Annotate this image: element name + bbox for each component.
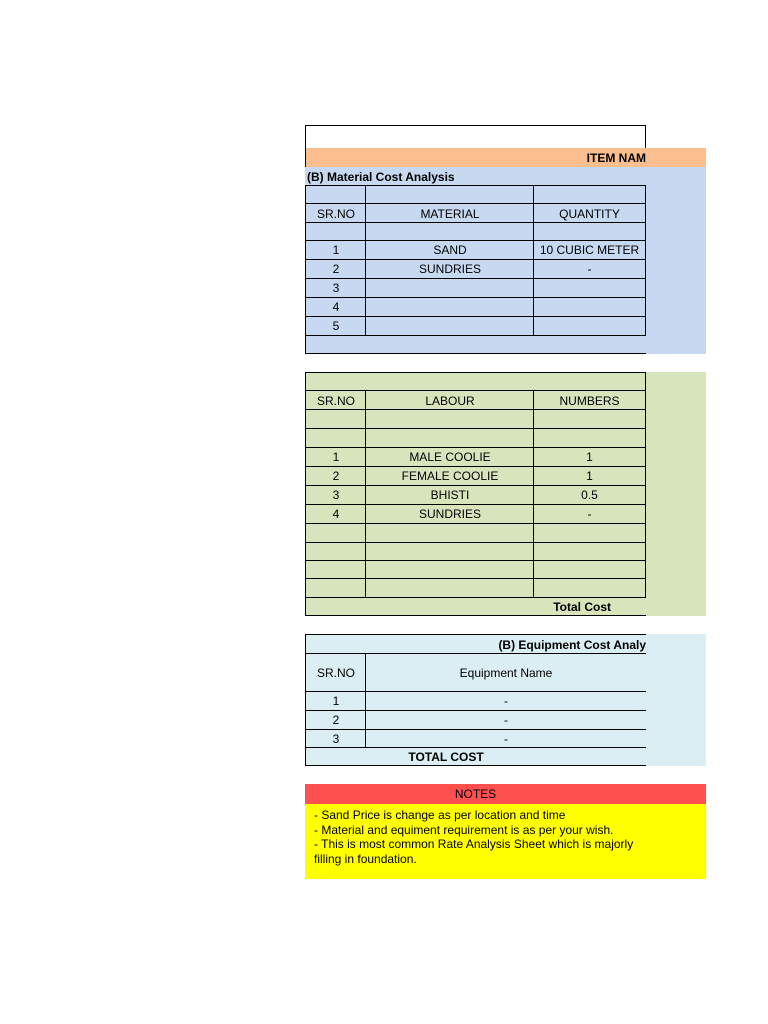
equipment-row-3-sr: 3 — [305, 729, 366, 748]
material-row-2-material: SUNDRIES — [365, 259, 534, 278]
note-line-4: filling in foundation. — [314, 851, 417, 866]
equipment-total-row: TOTAL COST — [305, 747, 646, 766]
labour-row-1-numbers: 1 — [533, 447, 646, 466]
material-row-5-quantity — [533, 316, 646, 336]
labour-blank-labour-3 — [365, 523, 534, 542]
labour-row-2-sr: 2 — [305, 466, 366, 485]
labour-blank-sr-4 — [305, 542, 366, 561]
material-row-4-quantity — [533, 297, 646, 316]
material-header-quantity: QUANTITY — [533, 203, 646, 223]
material-row-3-material — [365, 278, 534, 297]
material-blank2-quantity — [533, 222, 646, 241]
labour-row-4-labour: SUNDRIES — [365, 504, 534, 523]
labour-blank-labour-4 — [365, 542, 534, 561]
labour-row-1-sr: 1 — [305, 447, 366, 466]
labour-header-numbers: NUMBERS — [533, 390, 646, 410]
labour-blank-numbers-2 — [533, 428, 646, 447]
labour-row-3-labour: BHISTI — [365, 485, 534, 504]
equipment-title: (B) Equipment Cost Analy — [305, 634, 646, 654]
note-line-1: - Sand Price is change as per location and time — [314, 808, 566, 822]
material-row-4-sr: 4 — [305, 297, 366, 316]
item-name-header: ITEM NAM — [305, 148, 706, 167]
material-blank-material — [365, 185, 534, 204]
labour-blank-numbers-5 — [533, 560, 646, 579]
labour-row-2-numbers: 1 — [533, 466, 646, 485]
labour-blank-numbers-6 — [533, 578, 646, 598]
labour-row-4-sr: 4 — [305, 504, 366, 523]
material-row-2-sr: 2 — [305, 259, 366, 278]
material-row-3-sr: 3 — [305, 278, 366, 297]
labour-blank-top — [305, 372, 646, 391]
labour-blank-labour-5 — [365, 560, 534, 579]
equipment-row-1-name: - — [365, 691, 646, 710]
labour-blank-sr-2 — [305, 428, 366, 447]
equipment-row-2-sr: 2 — [305, 710, 366, 729]
note-line-2: - Material and equiment requirement is as per your wish. — [314, 822, 614, 837]
material-blank2-material — [365, 222, 534, 241]
material-row-2-quantity: - — [533, 259, 646, 278]
notes-body — [305, 804, 706, 879]
material-blank2-sr — [305, 222, 366, 241]
material-row-1-quantity: 10 CUBIC METER — [533, 240, 646, 259]
labour-row-2-labour: FEMALE COOLIE — [365, 466, 534, 485]
labour-row-4-numbers: - — [533, 504, 646, 523]
labour-header-labour: LABOUR — [365, 390, 534, 410]
labour-blank-sr-6 — [305, 578, 366, 598]
equipment-header-sr: SR.NO — [305, 653, 366, 692]
labour-blank-labour-6 — [365, 578, 534, 598]
material-row-3-quantity — [533, 278, 646, 297]
equipment-header-name: Equipment Name — [365, 653, 646, 692]
labour-row-1-labour: MALE COOLIE — [365, 447, 534, 466]
labour-blank-labour-1 — [365, 409, 534, 428]
labour-row-3-sr: 3 — [305, 485, 366, 504]
equipment-row-3-name: - — [365, 729, 646, 748]
labour-blank-numbers-1 — [533, 409, 646, 428]
notes-header: NOTES — [305, 784, 706, 804]
material-row-1-sr: 1 — [305, 240, 366, 259]
material-row-5-sr: 5 — [305, 316, 366, 336]
labour-blank-sr-3 — [305, 523, 366, 542]
top-blank-row — [305, 125, 646, 148]
labour-row-3-numbers: 0.5 — [533, 485, 646, 504]
material-footer-strip — [305, 335, 646, 354]
item-name-header-border — [305, 148, 306, 167]
labour-blank-numbers-3 — [533, 523, 646, 542]
equipment-row-1-sr: 1 — [305, 691, 366, 710]
note-line-3: - This is most common Rate Analysis Sheet which is majorly — [314, 837, 634, 851]
material-blank-sr — [305, 185, 366, 204]
labour-blank-labour-2 — [365, 428, 534, 447]
labour-header-sr: SR.NO — [305, 390, 366, 410]
material-header-sr: SR.NO — [305, 203, 366, 223]
material-row-4-material — [365, 297, 534, 316]
material-row-5-material — [365, 316, 534, 336]
equipment-row-2-name: - — [365, 710, 646, 729]
material-blank-quantity — [533, 185, 646, 204]
labour-total-row: Total Cost — [305, 597, 646, 616]
material-header-material: MATERIAL — [365, 203, 534, 223]
labour-blank-sr-5 — [305, 560, 366, 579]
material-section-title: (B) Material Cost Analysis — [307, 169, 455, 184]
material-row-1-material: SAND — [365, 240, 534, 259]
labour-blank-numbers-4 — [533, 542, 646, 561]
labour-blank-sr-1 — [305, 409, 366, 428]
